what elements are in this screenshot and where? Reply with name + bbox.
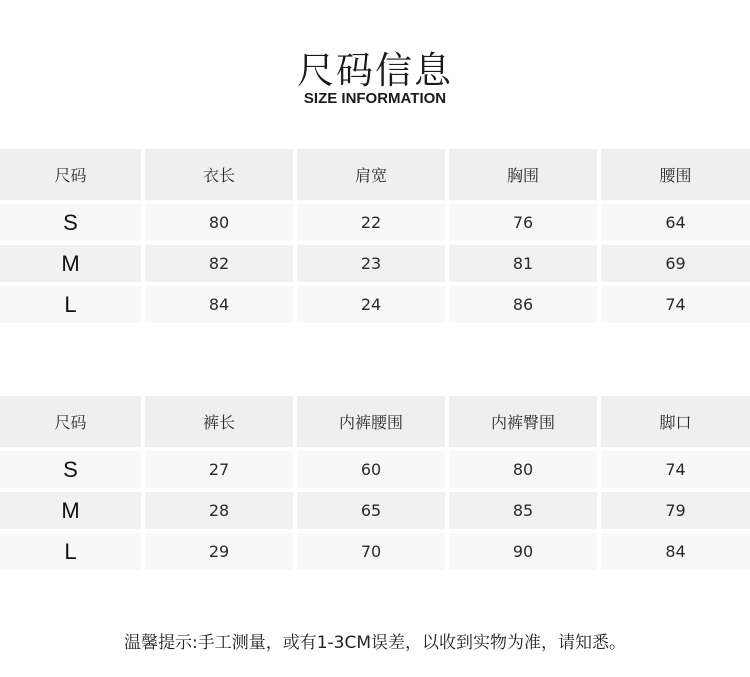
table-cell: 84	[601, 533, 750, 570]
page-subtitle: SIZE INFORMATION	[303, 90, 447, 107]
measurement-note: 温馨提示:手工测量，或有1-3CM误差，以收到实物为准，请知悉。	[123, 633, 627, 653]
table-cell: 80	[145, 204, 293, 241]
table-row	[0, 286, 750, 323]
page-title: 尺码信息	[297, 49, 453, 92]
size-label: M	[0, 245, 141, 282]
table-cell: 76	[449, 204, 597, 241]
top-size-table	[0, 149, 750, 327]
column-header-inner-hip: 内裤臀围	[449, 396, 597, 447]
table-cell: 79	[601, 492, 750, 529]
table-cell: 90	[449, 533, 597, 570]
table-cell: 85	[449, 492, 597, 529]
table-cell: 24	[297, 286, 445, 323]
table-row	[0, 492, 750, 529]
size-label: M	[0, 492, 141, 529]
table-cell: 81	[449, 245, 597, 282]
table-cell: 64	[601, 204, 750, 241]
table-cell: 74	[601, 451, 750, 488]
table-cell: 27	[145, 451, 293, 488]
size-label: S	[0, 204, 141, 241]
size-label: S	[0, 451, 141, 488]
table-cell: 29	[145, 533, 293, 570]
column-header-inner-waist: 内裤腰围	[297, 396, 445, 447]
column-header-pants-length: 裤长	[145, 396, 293, 447]
table-cell: 82	[145, 245, 293, 282]
table-cell: 60	[297, 451, 445, 488]
table-cell: 28	[145, 492, 293, 529]
table-header-row	[0, 149, 750, 200]
column-header-waist: 腰围	[601, 149, 750, 200]
bottom-size-table	[0, 396, 750, 574]
table-row	[0, 245, 750, 282]
column-header-size: 尺码	[0, 149, 141, 200]
table-cell: 70	[297, 533, 445, 570]
table-row	[0, 533, 750, 570]
size-label: L	[0, 286, 141, 323]
table-row	[0, 204, 750, 241]
table-cell: 74	[601, 286, 750, 323]
column-header-shoulder: 肩宽	[297, 149, 445, 200]
table-cell: 23	[297, 245, 445, 282]
table-header-row	[0, 396, 750, 447]
column-header-size: 尺码	[0, 396, 141, 447]
table-cell: 69	[601, 245, 750, 282]
table-cell: 86	[449, 286, 597, 323]
table-cell: 80	[449, 451, 597, 488]
column-header-leg-opening: 脚口	[601, 396, 750, 447]
column-header-length: 衣长	[145, 149, 293, 200]
size-label: L	[0, 533, 141, 570]
table-cell: 22	[297, 204, 445, 241]
table-cell: 84	[145, 286, 293, 323]
table-row	[0, 451, 750, 488]
column-header-chest: 胸围	[449, 149, 597, 200]
table-cell: 65	[297, 492, 445, 529]
